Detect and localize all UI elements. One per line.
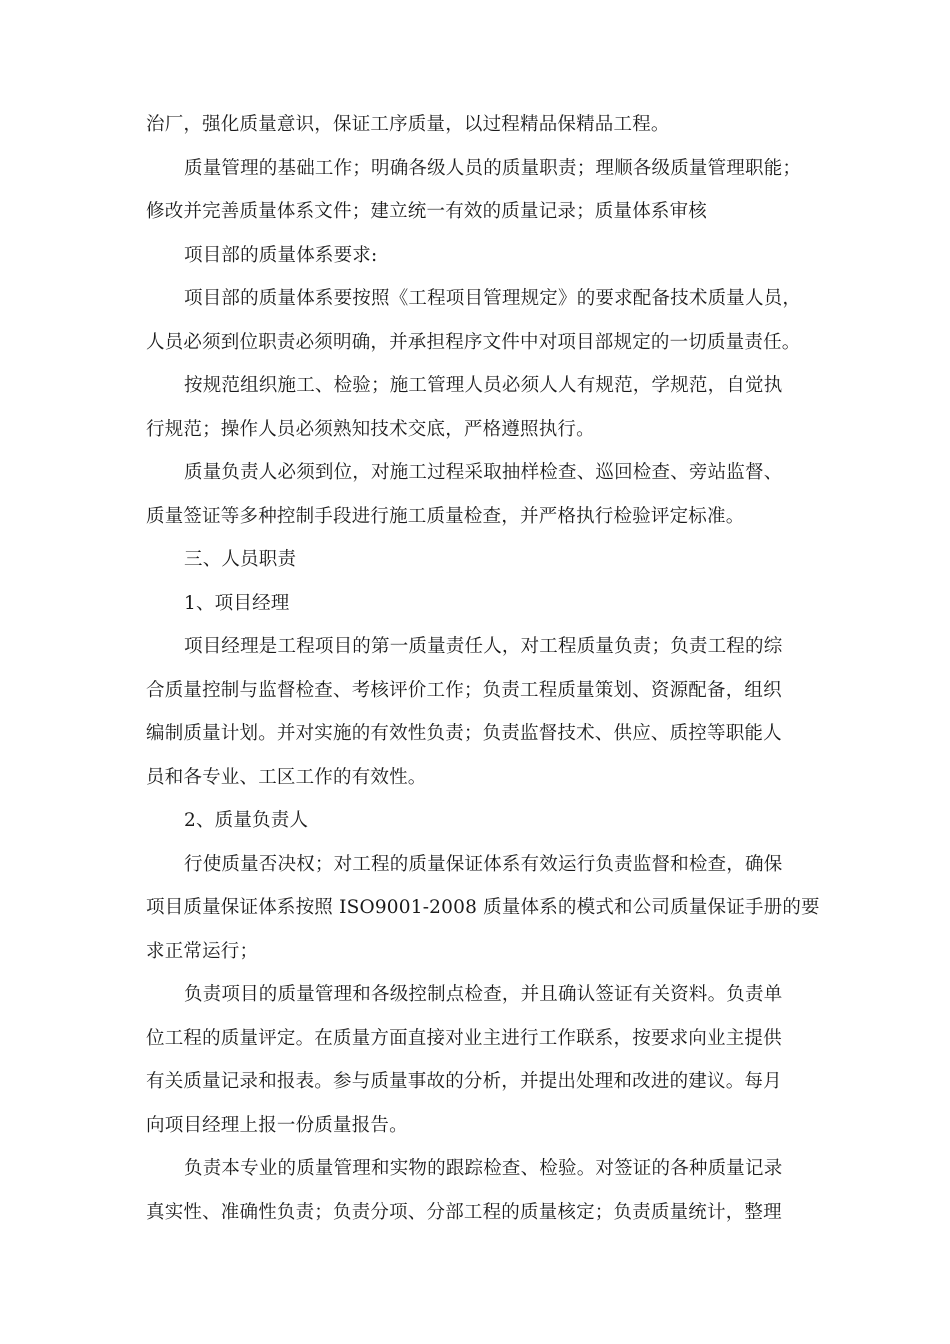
text-line: 位工程的质量评定。在质量方面直接对业主进行工作联系，按要求向业主提供 bbox=[146, 1027, 782, 1049]
text-line: 项目经理是工程项目的第一质量责任人，对工程质量负责；负责工程的综 bbox=[184, 636, 783, 657]
text-line: 项目质量保证体系按照 ISO9001-2008 质量体系的模式和公司质量保证手册的要 bbox=[146, 897, 820, 918]
document-body bbox=[146, 106, 818, 1237]
subsection-heading: 1、项目经理 bbox=[184, 592, 290, 614]
text-line: 质量管理的基础工作；明确各级人员的质量职责；理顺各级质量管理职能； bbox=[184, 157, 802, 179]
text-line: 合质量控制与监督检查、考核评价工作；负责工程质量策划、资源配备，组织 bbox=[146, 679, 782, 701]
text-line: 负责本专业的质量管理和实物的跟踪检查、检验。对签证的各种质量记录 bbox=[184, 1158, 783, 1179]
text-line: 按规范组织施工、检验；施工管理人员必须人人有规范，学规范，自觉执 bbox=[184, 375, 783, 396]
text-line: 项目部的质量体系要求: bbox=[184, 244, 378, 266]
text-line: 行规范；操作人员必须熟知技术交底，严格遵照执行。 bbox=[146, 418, 595, 440]
text-line: 行使质量否决权；对工程的质量保证体系有效运行负责监督和检查，确保 bbox=[184, 853, 783, 875]
text-line: 项目部的质量体系要按照《工程项目管理规定》的要求配备技术质量人员， bbox=[184, 288, 802, 309]
text-line: 质量签证等多种控制手段进行施工质量检查，并严格执行检验评定标准。 bbox=[146, 505, 745, 527]
text-line: 人员必须到位职责必须明确，并承担程序文件中对项目部规定的一切质量责任。 bbox=[146, 331, 801, 353]
text-line: 向项目经理上报一份质量报告。 bbox=[146, 1114, 408, 1136]
text-line: 修改并完善质量体系文件；建立统一有效的质量记录；质量体系审核 bbox=[146, 201, 708, 222]
text-line: 真实性、准确性负责；负责分项、分部工程的质量核定；负责质量统计，整理 bbox=[146, 1201, 782, 1223]
text-line: 有关质量记录和报表。参与质量事故的分析，并提出处理和改进的建议。每月 bbox=[146, 1071, 782, 1092]
text-line: 负责项目的质量管理和各级控制点检查，并且确认签证有关资料。负责单 bbox=[184, 984, 783, 1005]
text-line: 治厂，强化质量意识，保证工序质量，以过程精品保精品工程。 bbox=[146, 114, 670, 135]
text-line: 质量负责人必须到位，对施工过程采取抽样检查、巡回检查、旁站监督、 bbox=[184, 462, 783, 483]
section-heading: 三、人员职责 bbox=[184, 549, 297, 570]
text-line: 编制质量计划。并对实施的有效性负责；负责监督技术、供应、质控等职能人 bbox=[146, 723, 782, 744]
text-line: 求正常运行； bbox=[146, 940, 259, 962]
text-line: 员和各专业、工区工作的有效性。 bbox=[146, 766, 427, 788]
subsection-heading: 2、质量负责人 bbox=[184, 810, 309, 831]
